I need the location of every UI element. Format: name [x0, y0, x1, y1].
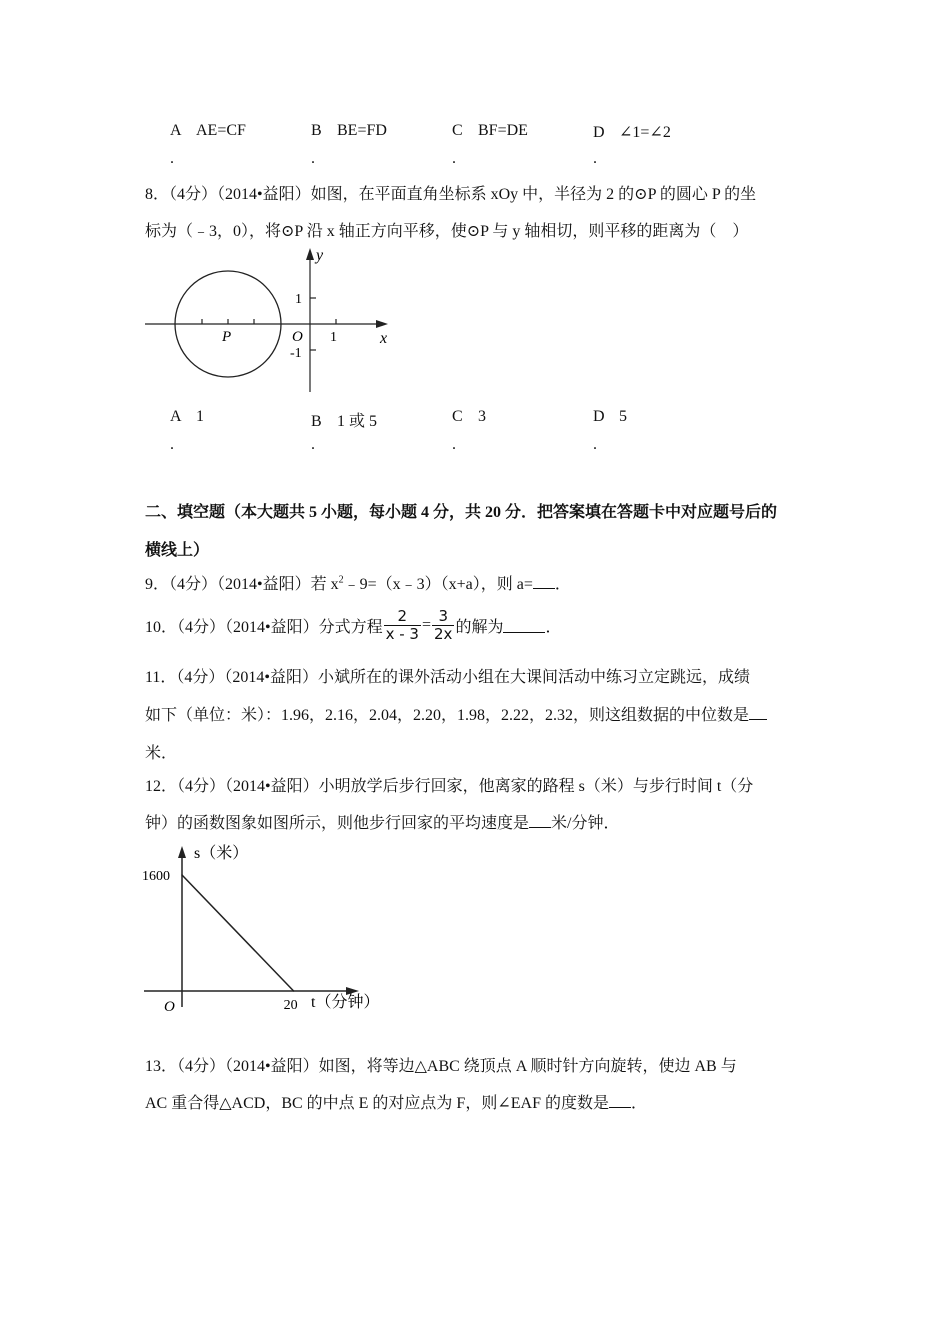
q12-series-line [182, 875, 294, 991]
q10-answer-blank[interactable] [503, 618, 545, 633]
q12-data-point [181, 874, 183, 876]
q8-tick-label-y1: 1 [295, 292, 302, 307]
q8-option-d-dot: . [593, 436, 597, 453]
section2-heading-line2: 横线上） [145, 542, 210, 559]
q12-x-axis-label: t（分钟） [311, 994, 380, 1011]
q7-option-d-dot: . [593, 150, 597, 167]
q8-y-axis-arrow [306, 248, 314, 260]
q12-text-line1: 12．（4分）（2014•益阳）小明放学后步行回家，他离家的路程 s（米）与步行时间 t（分 [145, 778, 754, 795]
q11-answer-blank[interactable] [749, 705, 767, 720]
q11-text-line1: 11．（4分）（2014•益阳）小斌所在的课外活动小组在大课间活动中练习立定跳远，成绩 [145, 669, 751, 686]
q12-data-point [293, 990, 295, 992]
q9-answer-blank[interactable] [533, 574, 555, 589]
q8-options [0, 408, 950, 468]
q8-x-axis-arrow [376, 320, 388, 328]
q12-x-tick-label: 20 [283, 998, 298, 1013]
q8-option-c-dot: . [452, 436, 456, 453]
section2-heading-line1: 二、填空题（本大题共 5 小题，每小题 4 分，共 20 分．把答案填在答题卡中对应题号后的 [145, 504, 778, 521]
q8-y-label: y [316, 247, 324, 264]
q8-option-a[interactable]: A 1 [170, 408, 204, 425]
q12-y-axis-label: s（米） [194, 845, 249, 862]
q8-option-a-dot: . [170, 436, 174, 453]
q12-answer-blank[interactable] [529, 813, 551, 828]
q8-origin-label: O [292, 329, 303, 345]
q11-text-line3: 米． [145, 745, 178, 762]
q8-figure [140, 240, 410, 400]
q10-fraction-right: $\frac{3}{2x}$ [434, 607, 453, 643]
q12-chart [140, 838, 400, 1020]
q8-tick-label-x1: 1 [330, 330, 337, 345]
q12-y-axis-arrow [178, 846, 186, 858]
q12-origin-label: O [164, 999, 175, 1015]
q10-fraction-left: $\frac{2}{x - 3}$ [385, 607, 419, 643]
q7-option-c-dot: . [452, 150, 456, 167]
q9-text: 9．（4分）（2014•益阳）若 $x^2﹣9=(x﹣3)(x+a)$，则 a= ． [145, 574, 571, 593]
q7-option-b-dot: . [311, 150, 315, 167]
q7-option-a-dot: . [170, 150, 174, 167]
q7-option-c[interactable]: C BF=DE [452, 122, 528, 139]
q11-text-line2: 如下（单位：米）：1.96，2.16，2.04，2.20，1.98，2.22，2.32，则这组数据的中位数是 [145, 702, 767, 725]
q10-text: 10．（4分）（2014•益阳）分式方程 $\frac{2}{x - 3}$ = $\frac{3}{2x}$ 的解为 ． [145, 607, 562, 643]
q8-option-c[interactable]: C 3 [452, 408, 486, 425]
q8-option-b-dot: . [311, 436, 315, 453]
q12-y-tick-label: 1600 [142, 869, 170, 884]
q7-options [0, 122, 950, 182]
q12-text-line2: 钟）的函数图象如图所示，则他步行回家的平均速度是 米/分钟． [145, 815, 620, 832]
q13-text-line2: AC 重合得△ACD，BC 的中点 E 的对应点为 F，则∠EAF 的度数是 ． [145, 1095, 647, 1112]
q7-option-a[interactable]: A AE=CF [170, 122, 246, 139]
q13-text-line1: 13．（4分）（2014•益阳）如图，将等边△ABC 绕顶点 A 顺时针方向旋转，使边 AB 与 [145, 1058, 737, 1075]
q8-text-line1: 8．（4分）（2014•益阳）如图，在平面直角坐标系 xOy 中，半径为 2 的⊙P 的圆心 P 的坐 [145, 186, 757, 203]
q8-center-label: P [222, 329, 232, 345]
q8-x-label: x [380, 330, 388, 347]
q8-text-line2: 标为（﹣3，0），将⊙P 沿 x 轴正方向平移，使⊙P 与 y 轴相切，则平移的距离为（ ） [145, 223, 749, 240]
q7-option-d[interactable]: D ∠1=∠2 [593, 124, 671, 141]
q7-option-b[interactable]: B BE=FD [311, 122, 387, 139]
q8-option-d[interactable]: D 5 [593, 408, 627, 425]
q8-tick-label-y-neg1: -1 [290, 346, 302, 361]
q8-option-b[interactable]: B 1 或 5 [311, 413, 378, 430]
q13-answer-blank[interactable] [609, 1093, 631, 1108]
